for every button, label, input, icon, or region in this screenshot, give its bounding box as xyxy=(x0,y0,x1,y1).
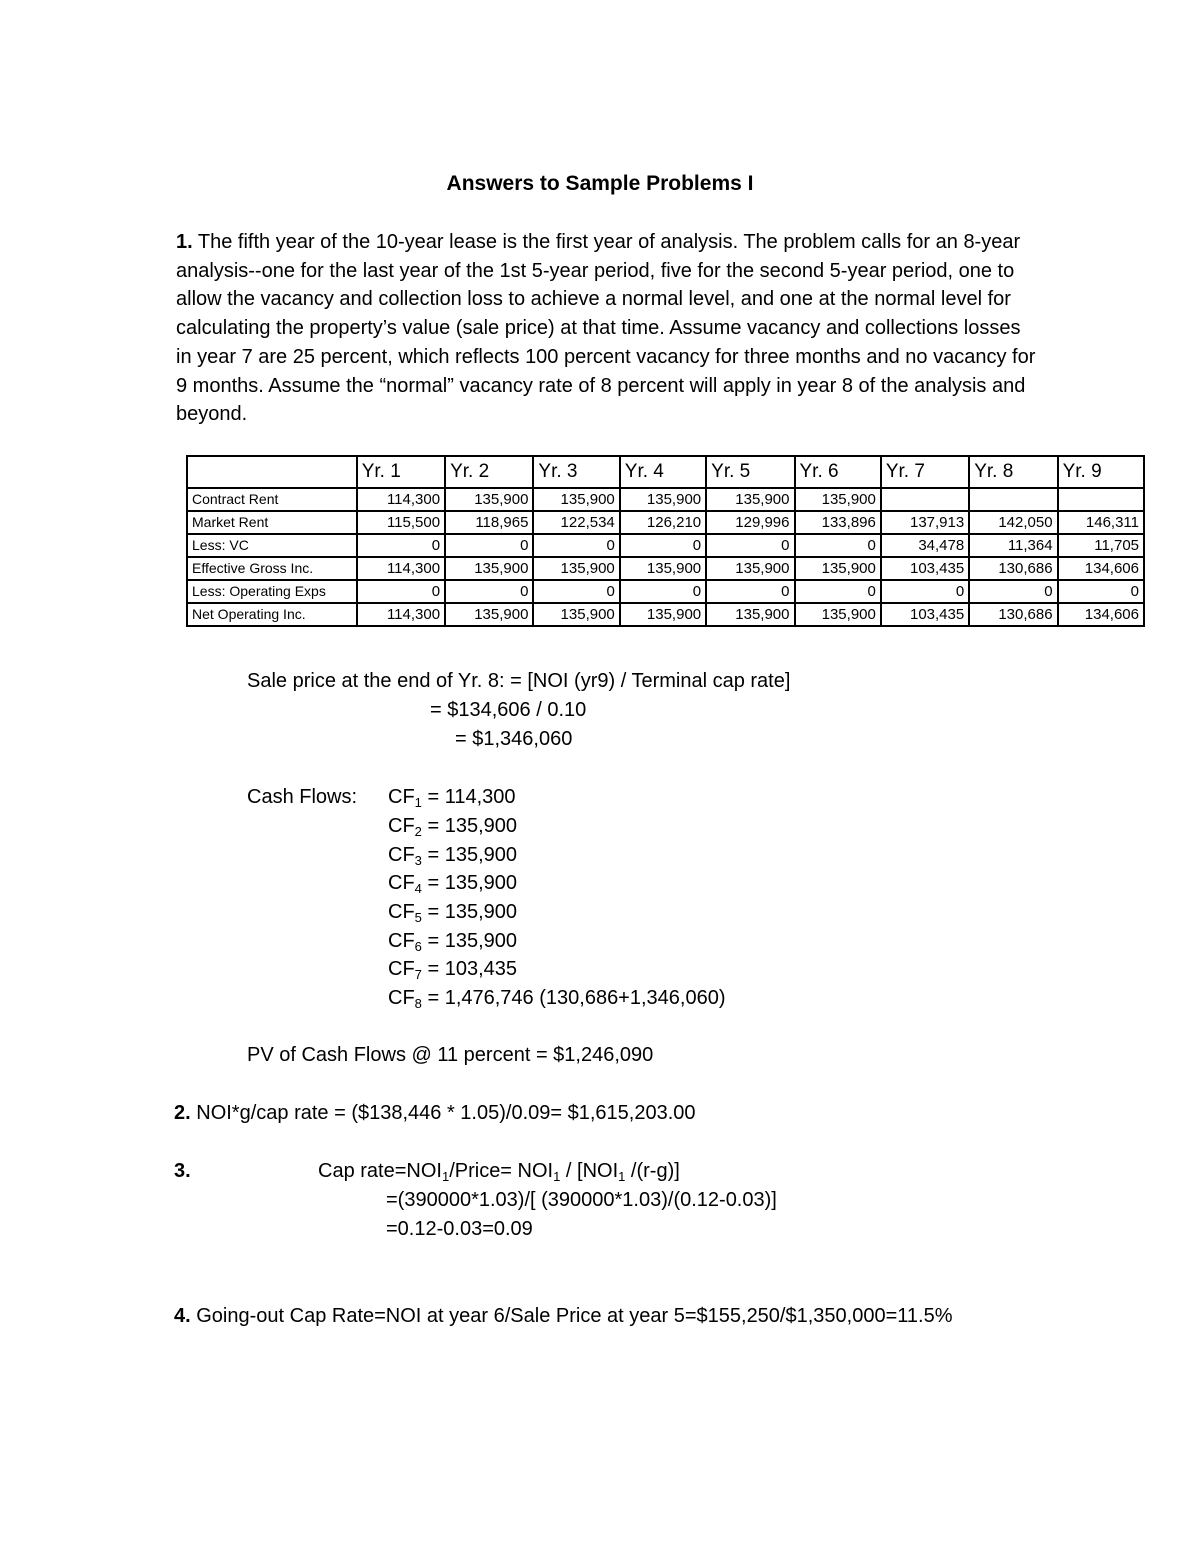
row-label: Less: VC xyxy=(187,534,357,557)
table-cell: 0 xyxy=(620,534,706,557)
table-cell: 114,300 xyxy=(357,603,445,626)
sale-price-formula: Sale price at the end of Yr. 8: = [NOI (yr9) / Terminal cap rate] xyxy=(247,670,791,692)
table-cell: 11,705 xyxy=(1058,534,1144,557)
table-cell: 0 xyxy=(795,580,881,603)
table-cell: 0 xyxy=(706,580,794,603)
row-label: Market Rent xyxy=(187,511,357,534)
table-cell: 135,900 xyxy=(533,603,619,626)
problem-2 xyxy=(174,1099,696,1128)
cash-flow-item xyxy=(388,927,517,956)
table-cell: 135,900 xyxy=(620,557,706,580)
table-cell: 135,900 xyxy=(795,603,881,626)
cf-value: = 135,900 xyxy=(421,844,517,866)
table-cell: 0 xyxy=(1058,580,1144,603)
table-cell: 114,300 xyxy=(357,488,445,511)
p3-part: /(r-g)] xyxy=(625,1160,680,1182)
table-cell: 0 xyxy=(706,534,794,557)
cf-name: CF xyxy=(388,901,415,923)
table-row xyxy=(187,488,1144,511)
problem-4-body: Going-out Cap Rate=NOI at year 6/Sale Price at year 5=$155,250/$1,350,000=11.5% xyxy=(196,1305,953,1327)
p3-part: Cap rate=NOI xyxy=(318,1160,442,1182)
table-cell: 135,900 xyxy=(706,557,794,580)
table-cell: 0 xyxy=(445,534,533,557)
cash-flow-item xyxy=(388,955,517,984)
table-cell xyxy=(881,488,969,511)
table-header-cell: Yr. 5 xyxy=(706,456,794,488)
page-title: Answers to Sample Problems I xyxy=(446,172,754,195)
table-header-cell: Yr. 4 xyxy=(620,456,706,488)
table-cell: 134,606 xyxy=(1058,557,1144,580)
cf-name: CF xyxy=(388,815,415,837)
table-cell: 135,900 xyxy=(445,557,533,580)
cash-flow-item xyxy=(388,841,517,870)
table-cell: 0 xyxy=(969,580,1057,603)
problem-1-text xyxy=(176,228,1036,429)
p3-subscript: 1 xyxy=(618,1169,626,1184)
cf-value: = 135,900 xyxy=(421,815,517,837)
cf-value: = 114,300 xyxy=(421,786,516,808)
row-label: Less: Operating Exps xyxy=(187,580,357,603)
table-header-cell xyxy=(187,456,357,488)
table-cell: 122,534 xyxy=(533,511,619,534)
table-row xyxy=(187,511,1144,534)
table-cell: 135,900 xyxy=(795,557,881,580)
cf-subscript: 2 xyxy=(414,824,422,839)
table-row xyxy=(187,534,1144,557)
table-cell: 118,965 xyxy=(445,511,533,534)
cf-value: = 135,900 xyxy=(421,930,517,952)
table-cell: 134,606 xyxy=(1058,603,1144,626)
table-header-cell: Yr. 7 xyxy=(881,456,969,488)
cf-value: = 103,435 xyxy=(421,958,517,980)
cf-name: CF xyxy=(388,786,415,808)
cf-subscript: 1 xyxy=(414,795,422,810)
cf-value: = 135,900 xyxy=(421,872,517,894)
cash-flows-label: Cash Flows: xyxy=(247,786,358,808)
cash-flow-item xyxy=(388,783,516,812)
table-header-cell: Yr. 2 xyxy=(445,456,533,488)
cash-flow-item xyxy=(388,984,726,1013)
table-cell: 135,900 xyxy=(620,603,706,626)
problem-2-body: NOI*g/cap rate = ($138,446 * 1.05)/0.09= $1,615,203.00 xyxy=(196,1102,696,1124)
table-row xyxy=(187,580,1144,603)
table-cell: 130,686 xyxy=(969,603,1057,626)
cash-flow-item xyxy=(388,869,517,898)
table-cell: 135,900 xyxy=(533,488,619,511)
table-cell: 135,900 xyxy=(445,603,533,626)
table-cell: 0 xyxy=(533,534,619,557)
cf-name: CF xyxy=(388,844,415,866)
cf-name: CF xyxy=(388,987,415,1009)
table-cell xyxy=(969,488,1057,511)
table-cell: 103,435 xyxy=(881,603,969,626)
table-cell: 0 xyxy=(620,580,706,603)
table-cell: 114,300 xyxy=(357,557,445,580)
row-label: Net Operating Inc. xyxy=(187,603,357,626)
table-row xyxy=(187,603,1144,626)
table-cell: 130,686 xyxy=(969,557,1057,580)
problem-3-result: =0.12-0.03=0.09 xyxy=(386,1218,533,1240)
problem-4-number: 4. xyxy=(174,1305,191,1327)
table-header-cell: Yr. 8 xyxy=(969,456,1057,488)
cf-name: CF xyxy=(388,872,415,894)
table-cell: 142,050 xyxy=(969,511,1057,534)
table-cell: 135,900 xyxy=(706,603,794,626)
cf-value: = 1,476,746 (130,686+1,346,060) xyxy=(421,987,726,1009)
table-cell: 34,478 xyxy=(881,534,969,557)
table-header-cell: Yr. 6 xyxy=(795,456,881,488)
table-cell: 0 xyxy=(795,534,881,557)
problem-2-number: 2. xyxy=(174,1102,191,1124)
row-label: Contract Rent xyxy=(187,488,357,511)
problem-1-number: 1. xyxy=(176,231,193,253)
table-cell: 135,900 xyxy=(445,488,533,511)
table-cell: 137,913 xyxy=(881,511,969,534)
table-cell: 103,435 xyxy=(881,557,969,580)
table-row xyxy=(187,557,1144,580)
p3-subscript: 1 xyxy=(441,1169,450,1184)
table-header-row xyxy=(187,456,1144,488)
table-cell: 135,900 xyxy=(706,488,794,511)
p3-part: / [NOI xyxy=(560,1160,619,1182)
table-header-cell: Yr. 1 xyxy=(357,456,445,488)
problem-3-formula xyxy=(318,1157,680,1186)
table-cell: 129,996 xyxy=(706,511,794,534)
table-cell: 135,900 xyxy=(533,557,619,580)
p3-subscript: 1 xyxy=(553,1169,561,1184)
table-cell xyxy=(1058,488,1144,511)
problem-3-number: 3. xyxy=(174,1160,191,1182)
sale-price-calc: = $134,606 / 0.10 xyxy=(430,699,587,721)
table-cell: 0 xyxy=(357,534,445,557)
cf-subscript: 6 xyxy=(414,939,422,954)
pv-result: PV of Cash Flows @ 11 percent = $1,246,090 xyxy=(247,1044,654,1066)
table-cell: 0 xyxy=(357,580,445,603)
table-cell: 0 xyxy=(881,580,969,603)
cf-name: CF xyxy=(388,930,415,952)
cf-subscript: 7 xyxy=(414,967,422,982)
table-cell: 11,364 xyxy=(969,534,1057,557)
row-label: Effective Gross Inc. xyxy=(187,557,357,580)
table-cell: 135,900 xyxy=(620,488,706,511)
cf-subscript: 5 xyxy=(414,910,422,925)
table-cell: 0 xyxy=(445,580,533,603)
sale-price-result: = $1,346,060 xyxy=(455,728,573,750)
problem-3-calc: =(390000*1.03)/[ (390000*1.03)/(0.12-0.03)] xyxy=(386,1189,777,1211)
cf-subscript: 8 xyxy=(414,996,422,1011)
table-cell: 146,311 xyxy=(1058,511,1144,534)
cash-flow-table xyxy=(186,455,1145,627)
cash-flow-item xyxy=(388,898,517,927)
table-cell: 0 xyxy=(533,580,619,603)
p3-part: /Price= NOI xyxy=(449,1160,554,1182)
cash-flow-item xyxy=(388,812,517,841)
table-cell: 133,896 xyxy=(795,511,881,534)
table-header-cell: Yr. 9 xyxy=(1058,456,1144,488)
cf-value: = 135,900 xyxy=(421,901,517,923)
table-cell: 135,900 xyxy=(795,488,881,511)
problem-4 xyxy=(174,1302,953,1331)
table-header-cell: Yr. 3 xyxy=(533,456,619,488)
cf-subscript: 3 xyxy=(414,853,422,868)
problem-1-body: The fifth year of the 10-year lease is the first year of analysis. The problem calls for an 8-year analysis--one for the last year of the 1st 5-year period, five for the second 5-year period, one to allow the vacancy and collection loss to achieve a normal level, and one at the normal level for calculating the property’s value (sale price) at that time. Assume vacancy and collections losses in year 7 are 25 percent, which reflects 100 percent vacancy for three months and no vacancy for 9 months. Assume the “normal” vacancy rate of 8 percent will apply in year 8 of the analysis and beyond. xyxy=(176,231,1036,426)
cf-subscript: 4 xyxy=(414,881,422,896)
cf-name: CF xyxy=(388,958,415,980)
table-cell: 115,500 xyxy=(357,511,445,534)
table-cell: 126,210 xyxy=(620,511,706,534)
